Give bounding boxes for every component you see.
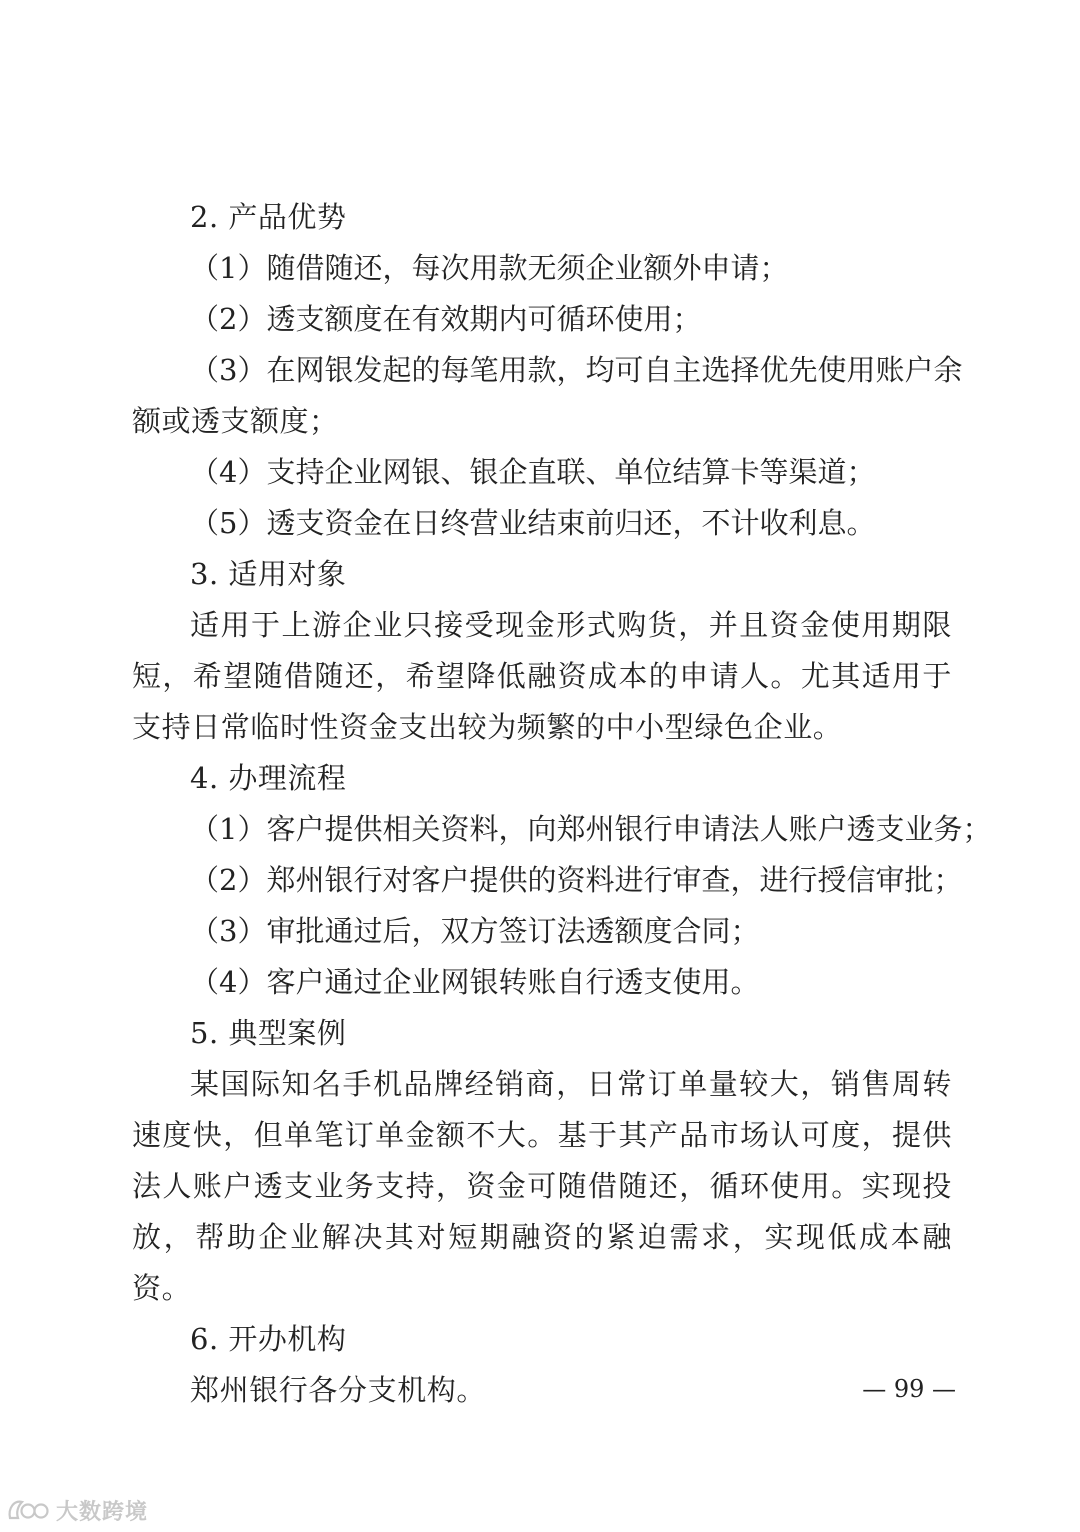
watermark-text: 大数跨境	[56, 1499, 149, 1525]
section-4-item-4: （4）客户通过企业网银转账自行透支使用。	[190, 965, 760, 999]
section-3-paragraph: 适用于上游企业只接受现金形式购货，并且资金使用期限短，希望随借随还，希望降低融资成本的申请人。尤其适用于支持日常临时性资金支出较为频繁的中小型绿色企业。	[132, 608, 952, 744]
section-2-item-3-continued: 额或透支额度；	[132, 404, 339, 438]
document-body	[132, 192, 992, 1416]
section-4-item-2: （2）郑州银行对客户提供的资料进行审查，进行授信审批；	[190, 863, 963, 897]
section-6-heading: 6. 开办机构	[190, 1322, 347, 1356]
page-number: — 99 —	[862, 1375, 956, 1403]
section-2-item-2: （2）透支额度在有效期内可循环使用；	[190, 302, 702, 336]
section-2-item-1: （1）随借随还，每次用款无须企业额外申请；	[190, 251, 789, 285]
watermark	[6, 1494, 148, 1526]
section-2-item-5: （5）透支资金在日终营业结束前归还，不计收利息。	[190, 506, 876, 540]
brand-logo-icon	[6, 1496, 52, 1524]
section-4-item-1: （1）客户提供相关资料，向郑州银行申请法人账户透支业务；	[190, 812, 992, 846]
section-2-heading: 2. 产品优势	[190, 200, 347, 234]
section-5-paragraph: 某国际知名手机品牌经销商，日常订单量较大，销售周转速度快，但单笔订单金额不大。基于其产品市场认可度，提供法人账户透支业务支持，资金可随借随还，循环使用。实现投放，帮助企业解决其对短期融资的紧迫需求，实现低成本融资。	[132, 1067, 952, 1305]
section-3-heading: 3. 适用对象	[190, 557, 347, 591]
section-2-item-3: （3）在网银发起的每笔用款，均可自主选择优先使用账户余	[190, 353, 963, 387]
section-4-heading: 4. 办理流程	[190, 761, 347, 795]
section-4-item-3: （3）审批通过后，双方签订法透额度合同；	[190, 914, 760, 948]
section-2-item-4: （4）支持企业网银、银企直联、单位结算卡等渠道；	[190, 455, 876, 489]
section-6-paragraph: 郑州银行各分支机构。	[190, 1373, 487, 1407]
section-5-heading: 5. 典型案例	[190, 1016, 347, 1050]
